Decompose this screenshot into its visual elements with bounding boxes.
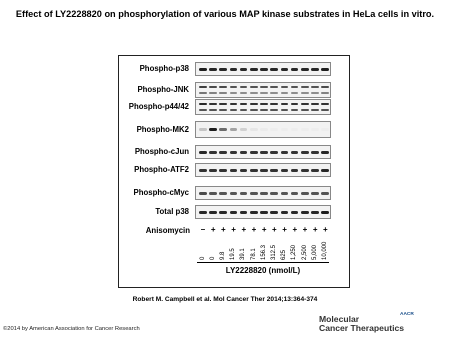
blot-band [260, 109, 268, 111]
concentration-label: 9.8 [219, 251, 226, 260]
concentration-label: 78.1 [250, 248, 257, 260]
blot-band [219, 128, 227, 131]
blot-band [240, 169, 248, 172]
blot-band [260, 151, 268, 154]
blot-band [301, 103, 309, 105]
blot-band [199, 68, 207, 71]
blot-band [209, 151, 217, 154]
blot-label: Phospho-p38 [139, 64, 189, 73]
blot-band [260, 68, 268, 71]
blot-band [291, 128, 299, 131]
anisomycin-sign: + [251, 225, 257, 234]
blot-band [250, 86, 258, 88]
blot-band [199, 192, 207, 195]
blot-band [260, 103, 268, 105]
blot-band [219, 103, 227, 105]
blot-band [291, 92, 299, 94]
blot-band [240, 86, 248, 88]
blot-band [230, 68, 238, 71]
blot-band [219, 192, 227, 195]
blot-band [250, 92, 258, 94]
anisomycin-sign: – [200, 225, 206, 234]
blot-band [321, 86, 329, 88]
concentration-label: 625 [281, 249, 288, 260]
blot-band [260, 92, 268, 94]
concentration-label: 5,000 [311, 244, 318, 260]
blot-label: Total p38 [155, 207, 189, 216]
blot-band [199, 128, 207, 131]
blot-band [209, 211, 217, 214]
blot-band [321, 68, 329, 71]
blot-band [301, 68, 309, 71]
blot-band [250, 169, 258, 172]
blot-band [301, 86, 309, 88]
blot-band [321, 103, 329, 105]
blot-band [321, 192, 329, 195]
blot-band [250, 103, 258, 105]
blot-band [281, 211, 289, 214]
journal-name-line1: Molecular [319, 314, 360, 324]
concentration-label: 156.3 [260, 244, 267, 260]
copyright: ©2014 by American Association for Cancer Research [3, 326, 140, 332]
blot-band [260, 86, 268, 88]
blot-band [291, 211, 299, 214]
blot-label: Phospho-p44/42 [128, 102, 189, 111]
blot-band [321, 151, 329, 154]
blot-band [291, 169, 299, 172]
blot-band [301, 128, 309, 131]
blot-strip [195, 99, 331, 115]
blot-band [270, 128, 278, 131]
blot-band [301, 151, 309, 154]
blot-band [311, 128, 319, 131]
blot-band [209, 128, 217, 131]
anisomycin-sign: + [272, 225, 277, 234]
blot-band [291, 103, 299, 105]
blot-band [230, 151, 238, 154]
blot-band [301, 211, 309, 214]
anisomycin-label: Anisomycin [145, 226, 190, 235]
concentration-label: 2,500 [301, 244, 308, 260]
concentration-label: 0 [209, 256, 216, 260]
concentration-label: 10,000 [321, 241, 328, 260]
blot-band [230, 192, 238, 195]
blot-band [219, 169, 227, 172]
blot-band [209, 86, 217, 88]
blot-band [199, 151, 207, 154]
blot-band [321, 109, 329, 111]
blot-band [240, 192, 248, 195]
blot-band [209, 169, 217, 172]
blot-band [199, 109, 207, 111]
blot-band [291, 109, 299, 111]
blot-band [301, 169, 309, 172]
blot-band [250, 211, 258, 214]
blot-band [281, 103, 289, 105]
blot-band [240, 68, 248, 71]
blot-band [260, 169, 268, 172]
blot-band [281, 192, 289, 195]
blot-band [240, 128, 248, 131]
blot-band [270, 109, 278, 111]
blot-band [260, 128, 268, 131]
blot-band [281, 68, 289, 71]
anisomycin-sign: + [323, 225, 328, 234]
blot-band [311, 109, 319, 111]
blot-band [321, 92, 329, 94]
blot-band [311, 103, 319, 105]
blot-band [321, 169, 329, 172]
blot-band [311, 68, 319, 71]
blot-label: Phospho-JNK [137, 85, 189, 94]
blot-band [219, 86, 227, 88]
blot-band [240, 109, 248, 111]
blot-band [199, 211, 207, 214]
anisomycin-sign: + [241, 225, 247, 234]
blot-band [219, 151, 227, 154]
blot-band [219, 68, 227, 71]
blot-band [270, 211, 278, 214]
anisomycin-sign: + [210, 225, 216, 234]
blot-band [219, 211, 227, 214]
blot-band [311, 192, 319, 195]
blot-label: Phospho-cJun [134, 147, 189, 156]
concentration-label: 0 [199, 256, 206, 260]
anisomycin-sign: + [292, 225, 298, 234]
citation: Robert M. Campbell et al. Mol Cancer Ther 2014;13:364-374 [132, 296, 318, 303]
blot-band [240, 151, 248, 154]
blot-band [209, 109, 217, 111]
blot-band [270, 192, 278, 195]
blot-band [230, 92, 238, 94]
blot-band [291, 192, 299, 195]
blot-label: Phospho-ATF2 [134, 165, 189, 174]
blot-band [250, 128, 258, 131]
blot-band [209, 192, 217, 195]
blot-band [301, 92, 309, 94]
blot-band [230, 86, 238, 88]
blot-band [199, 92, 207, 94]
blot-band [219, 92, 227, 94]
blot-band [250, 109, 258, 111]
blot-band [311, 92, 319, 94]
blot-band [240, 211, 248, 214]
blot-band [230, 109, 238, 111]
concentration-label: 19.5 [230, 248, 237, 260]
blot-band [311, 86, 319, 88]
blot-band [270, 151, 278, 154]
blot-band [209, 103, 217, 105]
blot-band [230, 128, 238, 131]
blot-band [311, 211, 319, 214]
blot-band [219, 109, 227, 111]
anisomycin-sign: + [312, 225, 318, 234]
blot-band [250, 192, 258, 195]
blot-band [301, 192, 309, 195]
concentration-label: 1,250 [291, 244, 298, 260]
blot-band [260, 192, 268, 195]
anisomycin-sign: + [261, 225, 267, 234]
blot-band [270, 103, 278, 105]
concentration-axis-line [197, 262, 329, 263]
blot-band [250, 151, 258, 154]
blot-strip [195, 82, 331, 98]
blot-band [230, 211, 238, 214]
blot-band [209, 68, 217, 71]
blot-band [199, 86, 207, 88]
blot-band [230, 103, 238, 105]
blot-band [281, 151, 289, 154]
concentration-label: 312.5 [270, 244, 277, 260]
blot-band [199, 169, 207, 172]
blot-band [270, 169, 278, 172]
blot-band [281, 109, 289, 111]
blot-band [240, 103, 248, 105]
blot-band [270, 92, 278, 94]
blot-band [199, 103, 207, 105]
journal-logo [319, 315, 404, 333]
blot-band [301, 109, 309, 111]
blot-band [270, 68, 278, 71]
anisomycin-sign: + [282, 225, 287, 234]
aacr-logo: AACR [400, 312, 414, 317]
blot-band [209, 92, 217, 94]
blot-label: Phospho-MK2 [136, 124, 189, 134]
blot-band [291, 86, 299, 88]
blot-band [250, 68, 258, 71]
blot-band [291, 68, 299, 71]
blot-band [281, 92, 289, 94]
blot-band [281, 128, 289, 131]
concentration-axis-title: LY2228820 (nmol/L) [225, 266, 301, 275]
blot-band [321, 128, 329, 131]
anisomycin-sign: + [302, 225, 308, 234]
blot-band [260, 211, 268, 214]
blot-band [270, 86, 278, 88]
blot-band [321, 211, 329, 214]
concentration-label: 39.1 [240, 248, 247, 260]
blot-band [230, 169, 238, 172]
blot-band [281, 169, 289, 172]
blot-band [281, 86, 289, 88]
blot-label: Phospho-cMyc [133, 188, 189, 197]
anisomycin-sign: + [221, 225, 226, 234]
figure-title: Effect of LY2228820 on phosphorylation of various MAP kinase substrates in HeLa cells in vitro. [15, 9, 435, 19]
blot-band [311, 151, 319, 154]
blot-band [240, 92, 248, 94]
anisomycin-sign: + [231, 225, 236, 234]
blot-band [291, 151, 299, 154]
journal-name-line2: Cancer Therapeutics [319, 323, 405, 333]
blot-band [311, 169, 319, 172]
